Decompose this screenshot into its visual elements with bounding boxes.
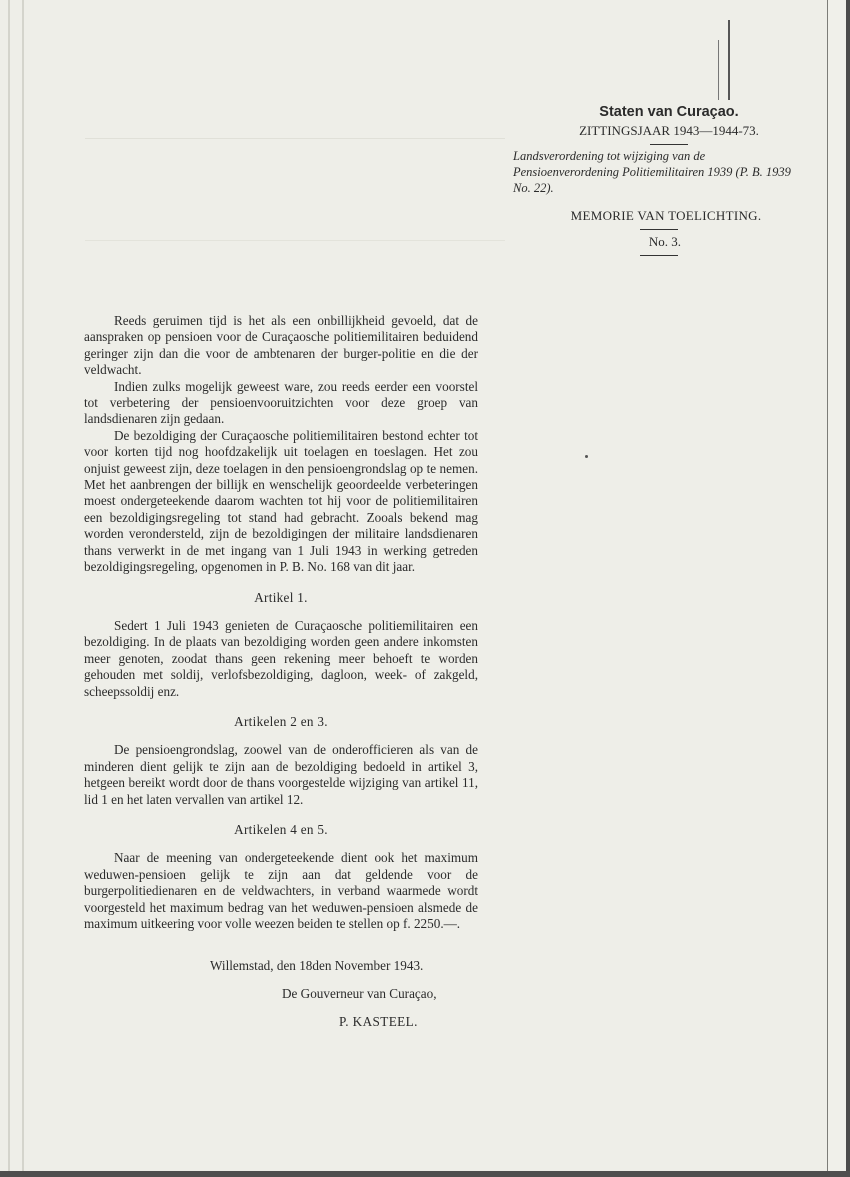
section-text: De pensioengrondslag, zoowel van de onderofficieren als van de minderen dient gelijk te zijn aan de bezoldiging bedoeld in artikel 3, hetgeen bereikt wordt door de thans voorgestelde wijziging van artikel 11, lid 1 en het laten vervallen van artikel 12. [84,742,478,807]
memo-number: No. 3. [648,234,682,249]
page-edge-left-inner [22,0,24,1177]
document-header [505,104,805,256]
paragraph: Reeds geruimen tijd is het als een onbillijkheid gevoeld, dat de aanspraken op pensioen voor de Curaçaosche politiemilitairen beduidend geringer zijn dan die voor de ambtenaren der burger-politie en die der veldwacht. [84,313,478,378]
page-edge-left [8,0,10,1177]
page-bottom-strip [0,1171,850,1177]
place-date: Willemstad, den 18den November 1943. [210,958,424,973]
section-heading: Artikelen 2 en 3. [234,713,328,729]
number-divider [640,255,678,256]
section-text: Naar de meening van ondergeteekende dient ook het maximum weduwen-pensioen gelijk te zijn aan dat geldende voor de burgerpolitiedienaren en de veldwachters, in verband waarmede wordt voorgesteld het maximum bedrag van het weduwen-pensioen alsmede de maximum uitkeering voor volle weezen beiden te stellen op f. 2250.—. [84,850,478,931]
pen-mark [728,20,730,100]
header-subject: Landsverordening tot wijziging van de Pensioenverordening Politiemilitairen 1939 (P. B. 1939 No. 22). [513,149,791,195]
header-divider [650,144,688,145]
bleed-through-mark [85,240,505,253]
signatory-role: De Gouverneur van Curaçao, [282,986,437,1001]
paragraph: De bezoldiging der Curaçaosche politiemilitairen bestond echter tot voor korten tijd nog hoofdzakelijk uit toelagen en toeslagen. Het zou onjuist geweest zijn, deze toelagen in den pensioengrondslag op te nemen. Met het aanbrengen der billijk en wenschelijk geoordeelde verbeteringen moest ondergeteekende daarom wachten tot hij voor de politiemilitairen een bezoldigingsregeling tot stand had gebracht. Zooals bekend mag worden verondersteld, zijn de bezoldigingen der militaire landsdienaren thans verwerkt in de met ingang van 1 Juli 1943 in werking getreden bezoldigingsregeling, opgenomen in P. B. No. 168 van dit jaar. [84,427,478,575]
paragraph: Indien zulks mogelijk geweest ware, zou reeds eerder een voorstel tot verbetering der pensioenvooruitzichten voor deze groep van landsdienaren zijn gedaan. [84,378,478,427]
signatory-name: P. KASTEEL. [339,1014,418,1029]
page-border-right [827,0,850,1177]
section-heading: Artikelen 4 en 5. [234,821,328,837]
memo-title: MEMORIE VAN TOELICHTING. [570,208,762,223]
header-session: ZITTINGSJAAR 1943—1944-73. [579,123,759,138]
header-org: Staten van Curaçao. [599,104,739,120]
section-text: Sedert 1 Juli 1943 genieten de Curaçaosche politiemilitairen een bezoldiging. In de plaats van bezoldiging worden geen andere inkomsten meer genoten, zoodat thans geen rekening meer behoeft te worden gehouden met soldij, verlofsbezoldiging, dagloon, week- of zakgeld, scheepssoldij enz. [84,617,478,699]
memo-body [84,313,478,932]
bleed-through-mark [85,138,505,151]
pen-mark [718,40,719,100]
memo-divider [640,229,678,230]
speck [585,455,588,458]
section-heading: Artikel 1. [254,589,308,605]
